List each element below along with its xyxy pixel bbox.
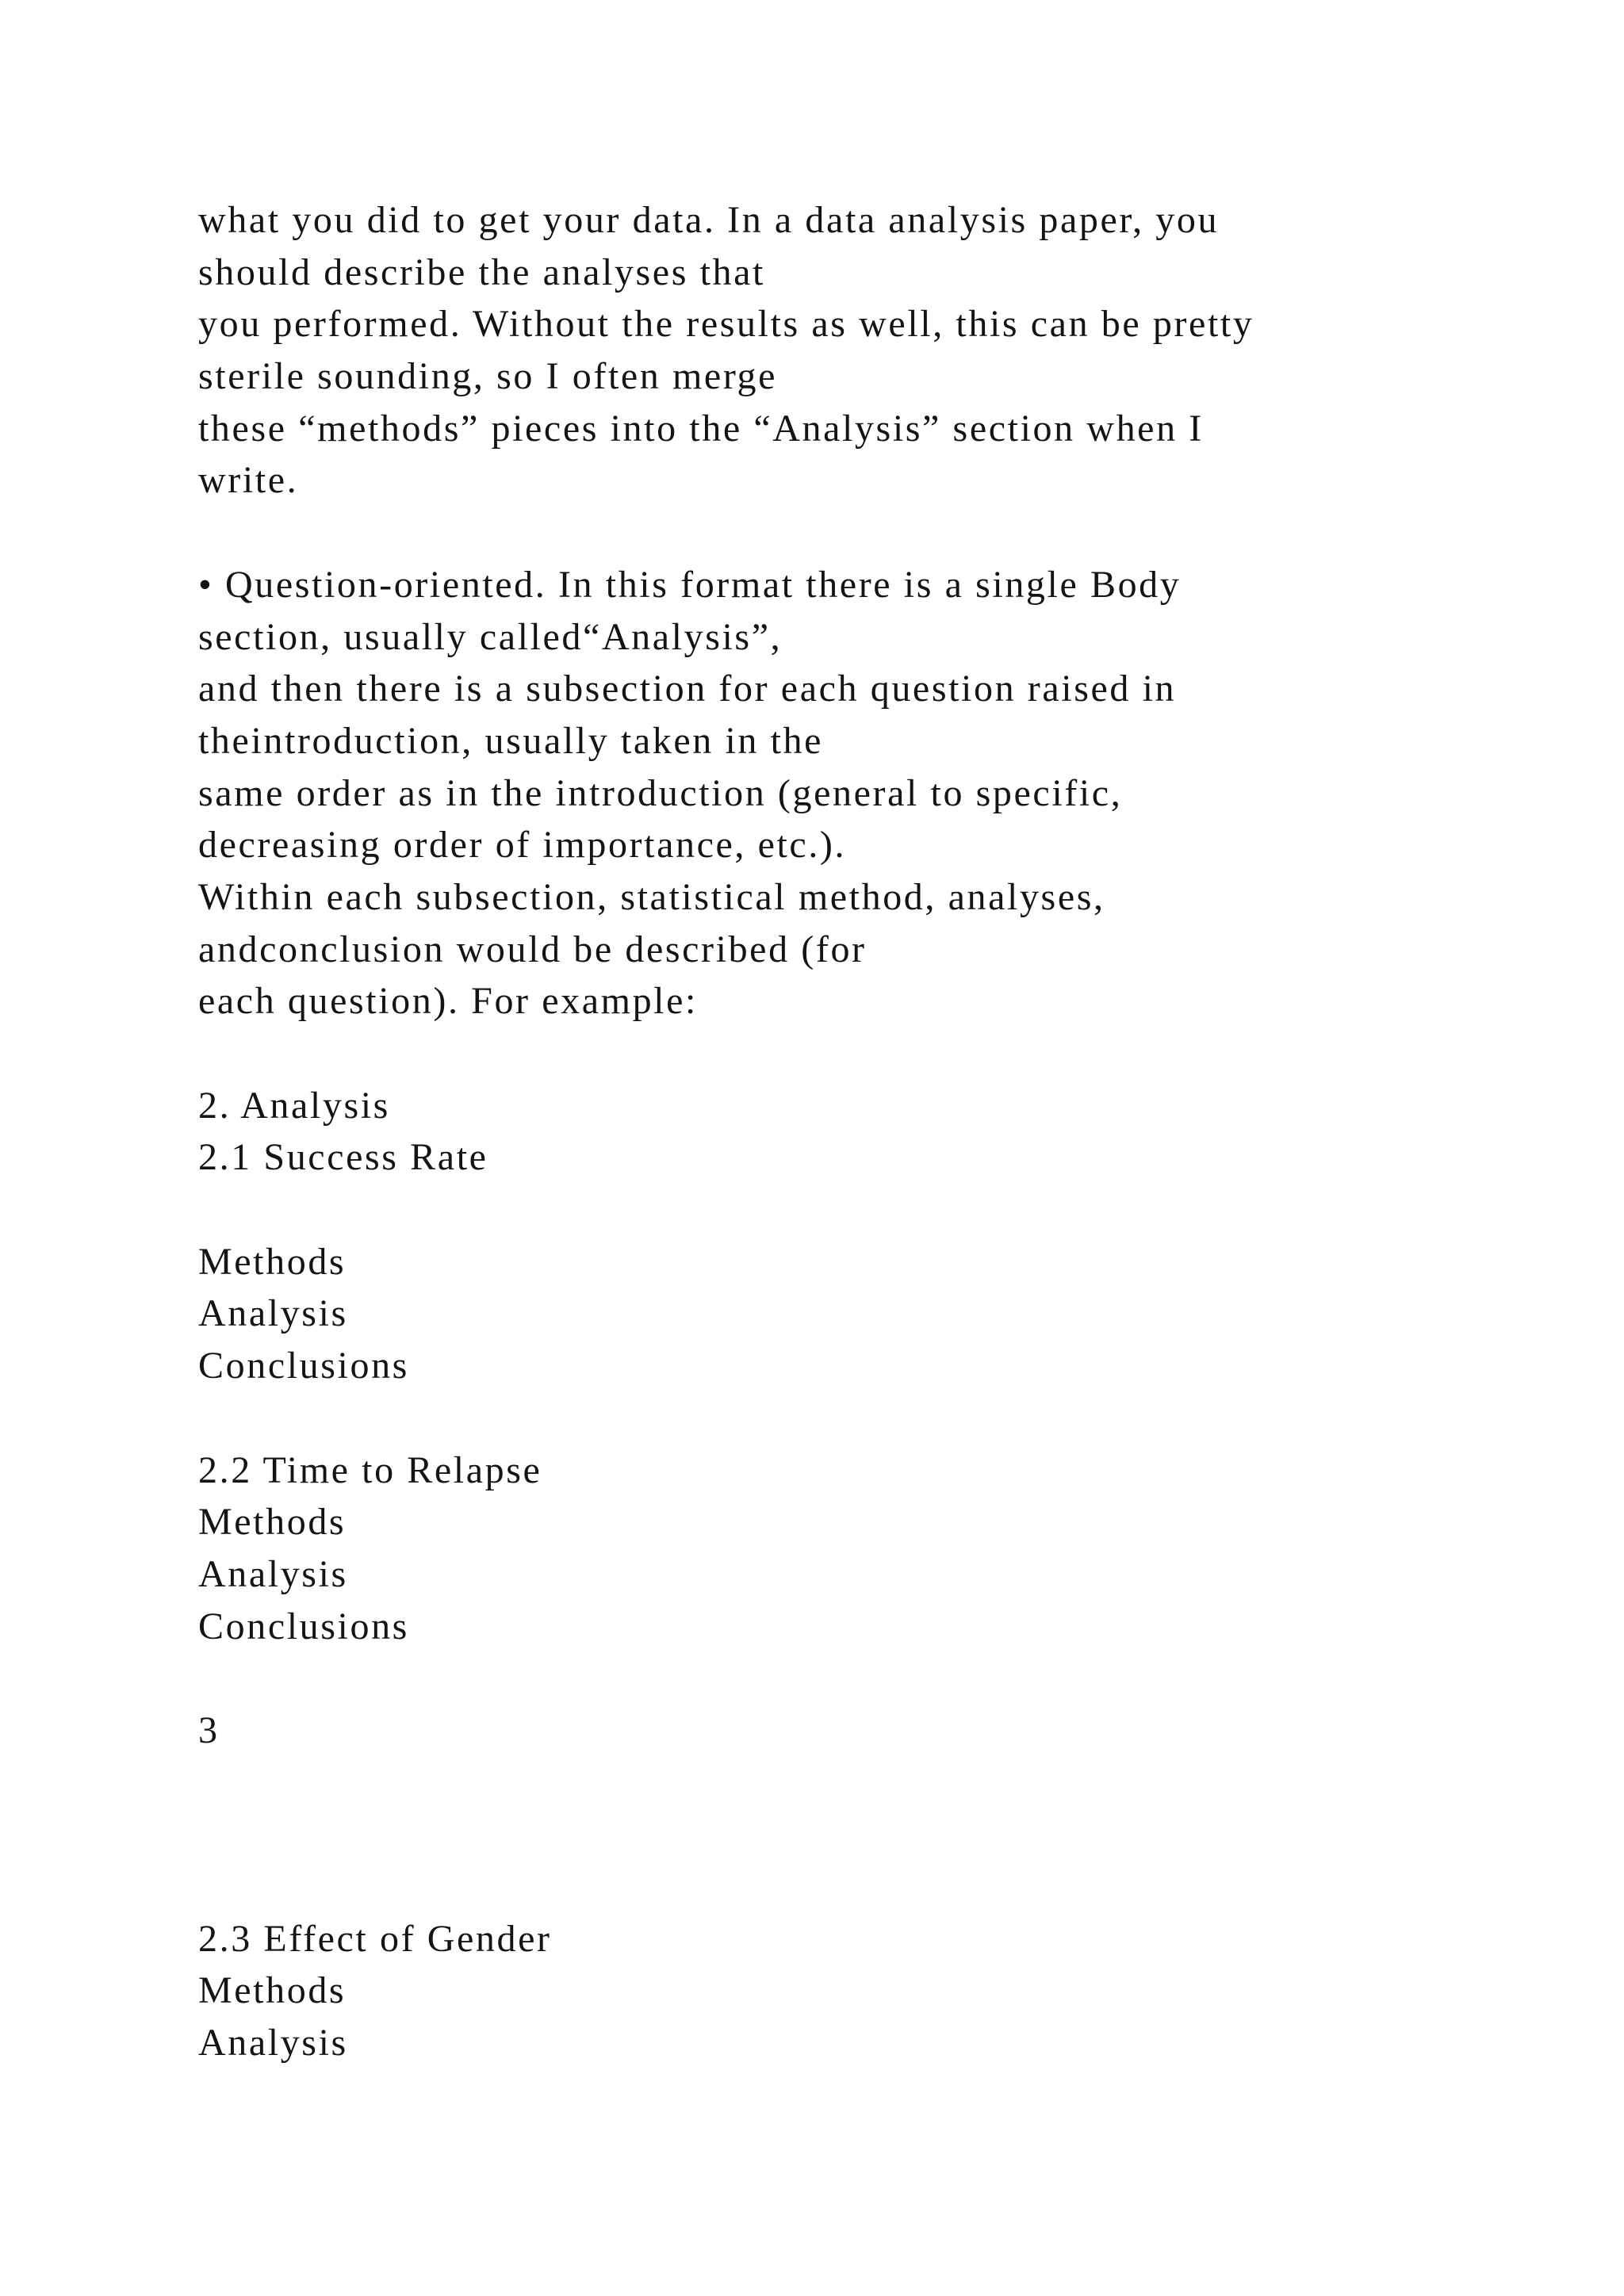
outline-section-effect-of-gender — [198, 1913, 1467, 2069]
text-line: write. — [198, 459, 299, 502]
text-line: you performed. Without the results as well, this can be pretty — [198, 303, 1254, 346]
text-line: theintroduction, usually taken in the — [198, 719, 824, 762]
outline-item: Analysis — [198, 2022, 348, 2064]
outline-section-time-to-relapse — [198, 1445, 1467, 1653]
text-line: andconclusion would be described (for — [198, 928, 867, 970]
outline-item: Conclusions — [198, 1605, 409, 1647]
blank-line — [198, 507, 1467, 559]
outline-section-success-rate — [198, 1131, 1467, 1391]
text-line: section, usually called“Analysis”, — [198, 615, 783, 658]
text-line: sterile sounding, so I often merge — [198, 355, 778, 398]
text-line: • Question-oriented. In this format there is a single Body — [198, 563, 1182, 606]
blank-line — [198, 1184, 1467, 1236]
outline-item: Methods — [198, 1501, 347, 1544]
text-line: same order as in the introduction (general to specific, — [198, 771, 1123, 814]
outline-section-title: 2.1 Success Rate — [198, 1136, 488, 1179]
blank-line — [198, 1027, 1467, 1080]
document-text — [198, 194, 1467, 2069]
text-line: each question). For example: — [198, 980, 698, 1023]
outline-item: Methods — [198, 1240, 347, 1283]
outline-item: Analysis — [198, 1552, 348, 1595]
blank-line — [198, 1652, 1467, 1705]
outline-section-title: 2.3 Effect of Gender — [198, 1917, 552, 1960]
text-line: and then there is a subsection for each question raised in — [198, 668, 1177, 710]
page-number: 3 — [198, 1709, 220, 1751]
text-line: Within each subsection, statistical method, analyses, — [198, 875, 1105, 918]
outline-item: Analysis — [198, 1292, 348, 1335]
outline-item: Methods — [198, 1969, 347, 2012]
blank-line — [198, 1392, 1467, 1445]
text-line: what you did to get your data. In a data analysis paper, you — [198, 199, 1220, 241]
outline-heading-analysis: 2. Analysis — [198, 1084, 390, 1127]
text-line: decreasing order of importance, etc.). — [198, 824, 847, 867]
outline-section-title: 2.2 Time to Relapse — [198, 1448, 542, 1491]
text-line: these “methods” pieces into the “Analysis” section when I — [198, 407, 1204, 450]
outline-item: Conclusions — [198, 1345, 409, 1387]
paragraph-methods-description — [198, 194, 1467, 507]
page-break-space — [198, 1757, 1467, 1913]
text-line: should describe the analyses that — [198, 251, 765, 293]
paragraph-question-oriented — [198, 559, 1467, 1027]
